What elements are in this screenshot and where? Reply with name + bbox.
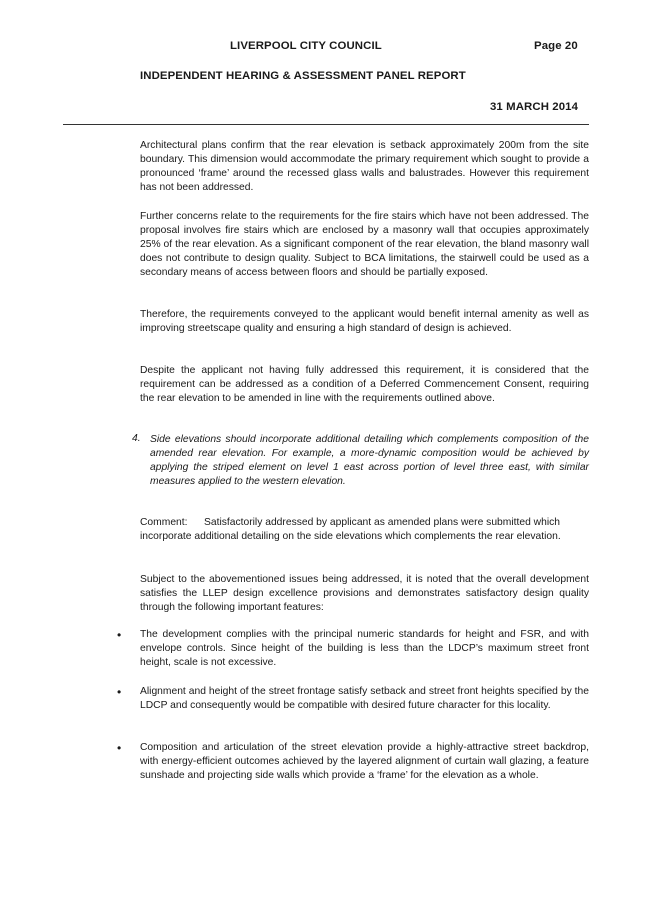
bullet-point: • [117, 685, 122, 699]
report-title: INDEPENDENT HEARING & ASSESSMENT PANEL REPORT [140, 70, 466, 82]
list-item-number: 4. [132, 433, 141, 444]
paragraph-side-elevations-requirement: Side elevations should incorporate additional detailing which complements composition of the amended rear elevation. For example, a more-dynamic composition would be achieved by applying the striped element on level 1 east across portion of level three east, with similar measures applied to the western elevation. [150, 434, 589, 487]
comment-label: Comment: [140, 517, 188, 528]
report-date: 31 MARCH 2014 [490, 101, 579, 113]
header-divider [63, 124, 589, 125]
bullet-point: • [117, 741, 122, 755]
page-number: Page 20 [534, 40, 578, 52]
bullet-text-numeric-standards: The development complies with the principal numeric standards for height and FSR, and with envelope controls. Since height of the building is less than the LDCP’s maximum street front height, scale is not excessive. [140, 629, 589, 668]
bullet-point: • [117, 628, 122, 642]
paragraph-deferred-consent: Despite the applicant not having fully addressed this requirement, it is considered that the requirement can be addressed as a condition of a Deferred Commencement Consent, requiring the rear elevation to be amended in line with the requirements outlined above. [140, 365, 589, 404]
council-name: LIVERPOOL CITY COUNCIL [230, 40, 382, 52]
paragraph-comment [140, 516, 589, 544]
paragraph-rear-elevation-setback: Architectural plans confirm that the rear elevation is setback approximately 200m from the site boundary. This dimension would accommodate the primary requirement which sought to provide a pronounced ‘frame’ around the recessed glass walls and balustrades. However this requirement has not been addressed. [140, 140, 589, 193]
bullet-text-street-frontage: Alignment and height of the street frontage satisfy setback and street front heights specified by the LDCP and consequently would be compatible with desired future character for this locality. [140, 686, 589, 711]
bullet-text-street-elevation: Composition and articulation of the street elevation provide a highly-attractive street backdrop, with energy-efficient outcomes achieved by the layered alignment of curtain wall glazing, a feature sunshade and projecting side walls which provide a ‘frame’ for the elevation as a whole. [140, 742, 589, 781]
paragraph-requirements-benefit: Therefore, the requirements conveyed to the applicant would benefit internal amenity as well as improving streetscape quality and ensuring a high standard of design is achieved. [140, 309, 589, 334]
comment-text: Satisfactorily addressed by applicant as amended plans were submitted which incorporate additional detailing on the side elevations which complements the rear elevation. [140, 517, 561, 542]
paragraph-fire-stairs: Further concerns relate to the requirements for the fire stairs which have not been addressed. The proposal involves fire stairs which are enclosed by a masonry wall that occupies approximately 25% of the rear elevation. As a significant component of the rear elevation, the bland masonry wall does not contribute to design quality. Subject to BCA limitations, the stairwell could be used as a secondary means of access between floors and should be partially exposed. [140, 211, 589, 278]
paragraph-design-excellence: Subject to the abovementioned issues being addressed, it is noted that the overall development satisfies the LLEP design excellence provisions and demonstrates satisfactory design quality through the following important features: [140, 574, 589, 613]
